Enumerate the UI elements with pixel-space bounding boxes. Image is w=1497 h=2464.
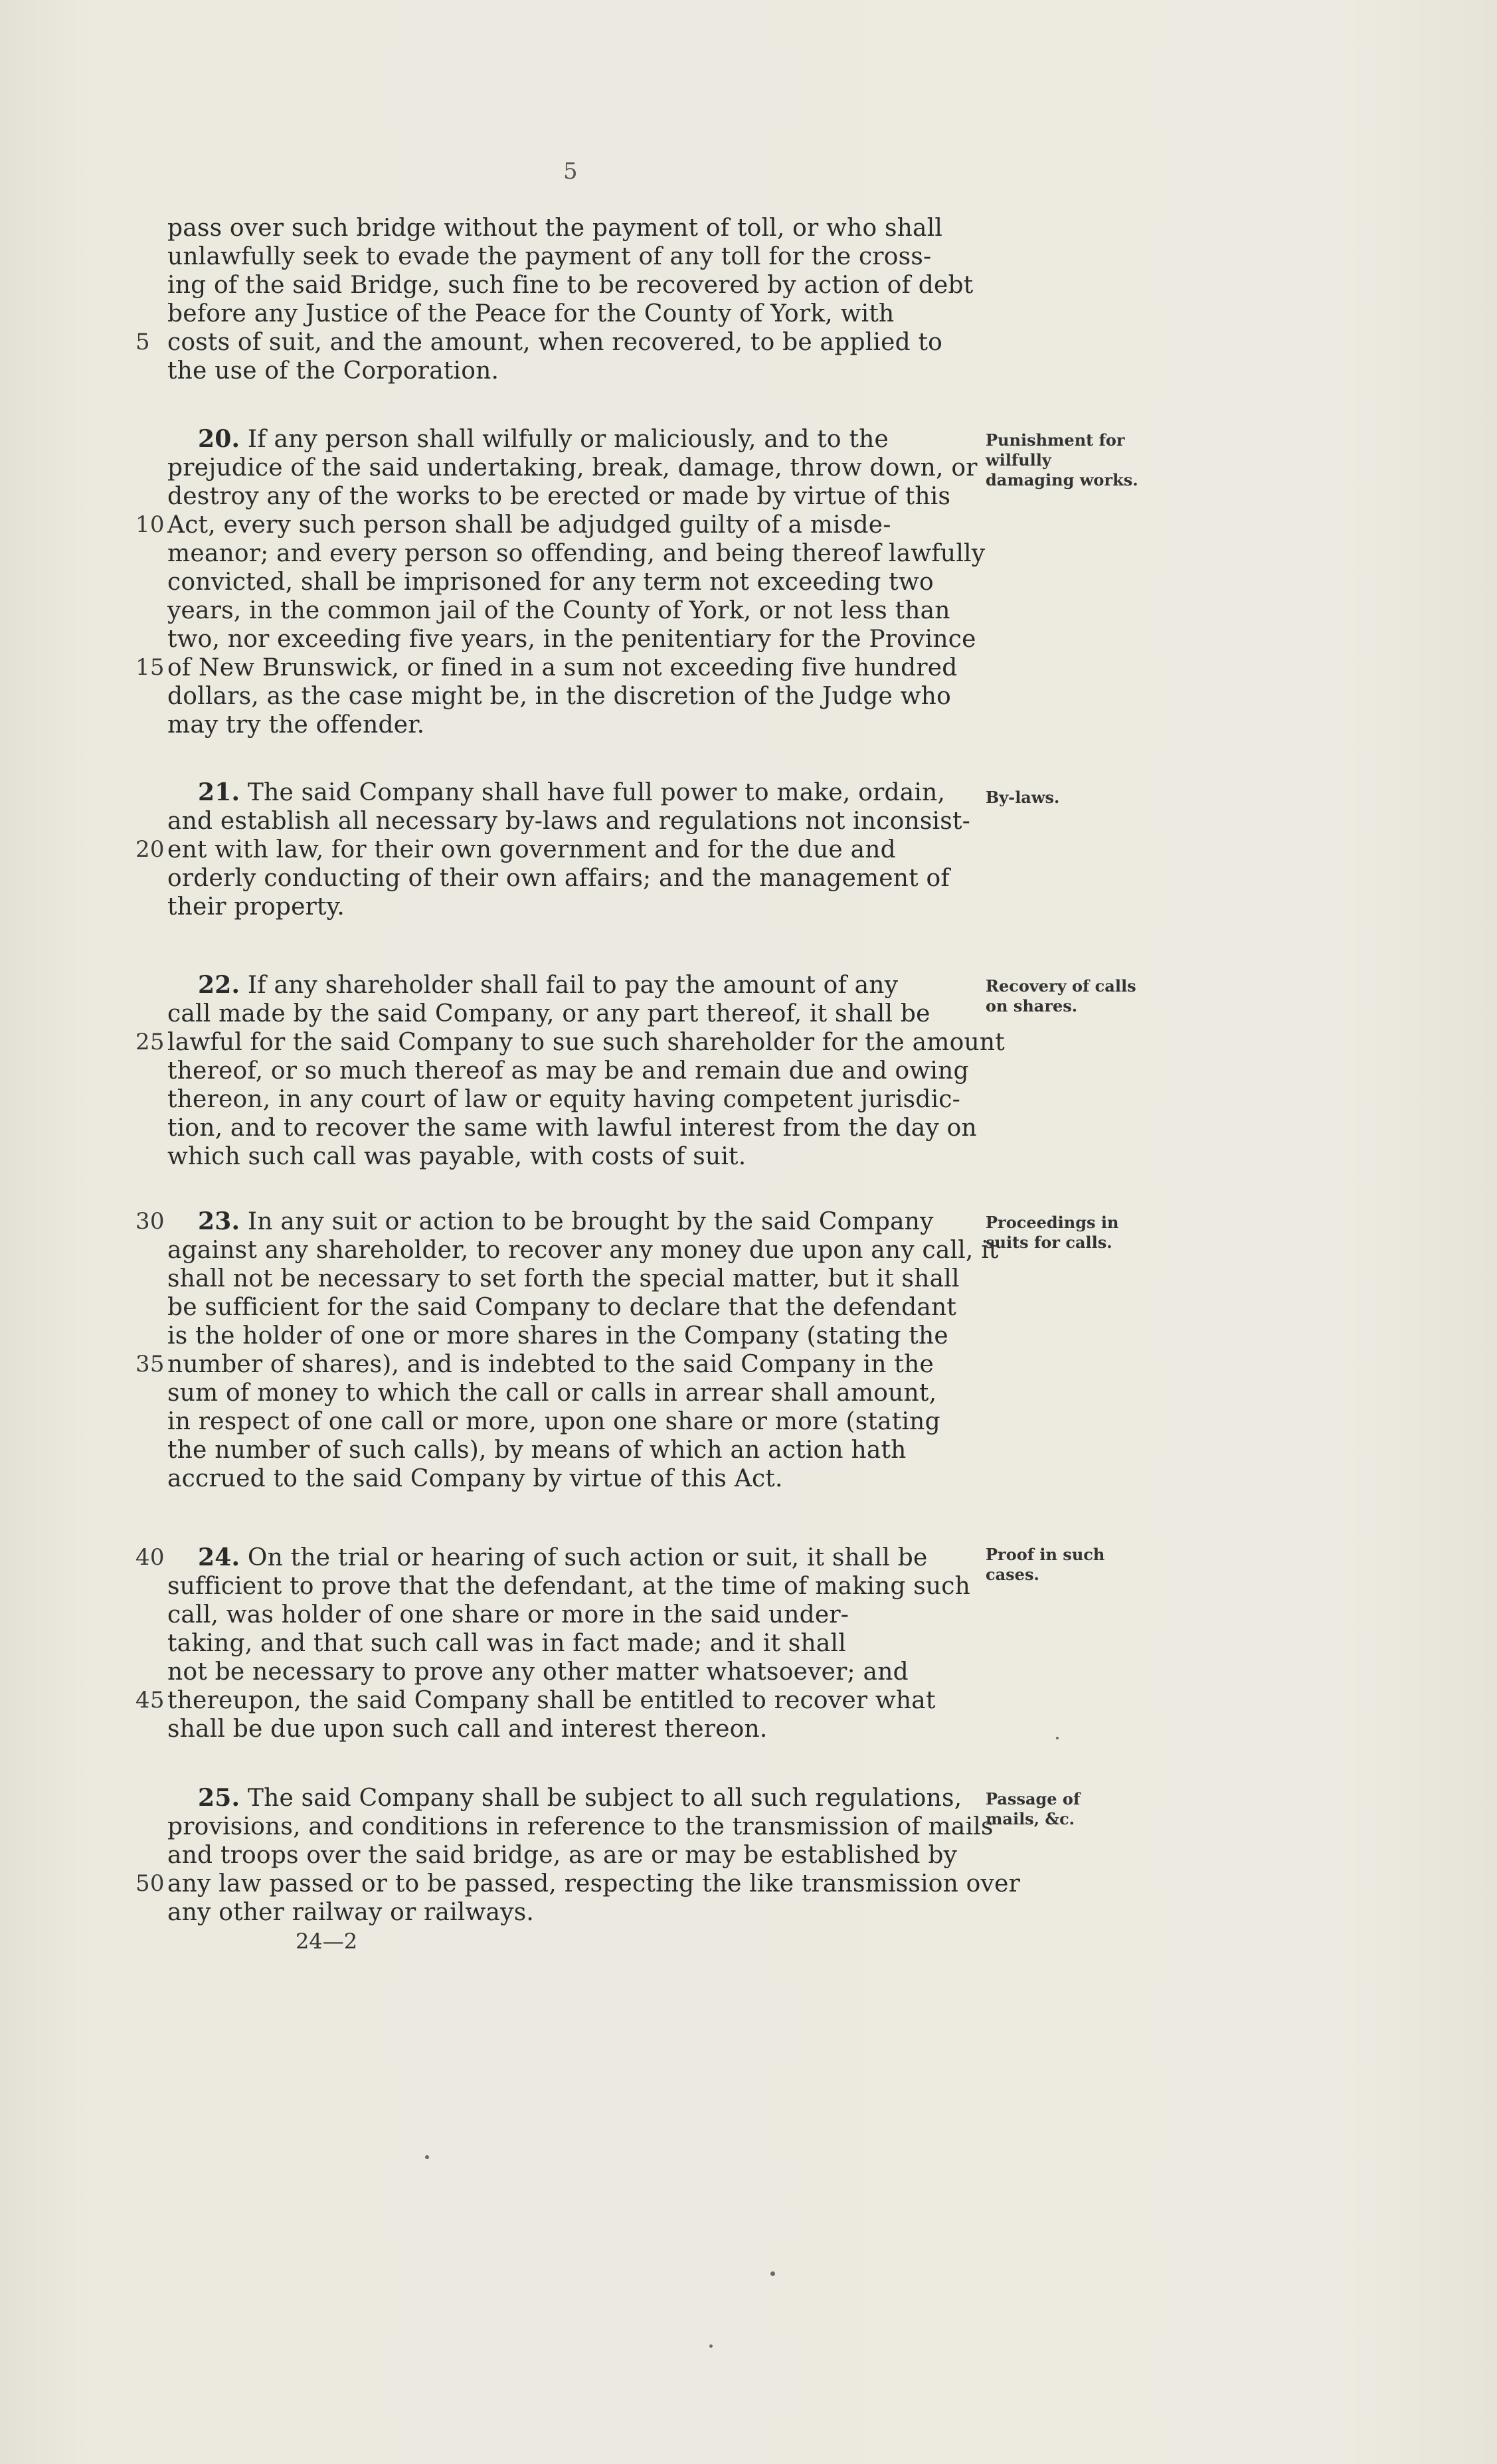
line-text: against any shareholder, to recover any money due upon any call, it [167, 1237, 999, 1264]
text-line [167, 1812, 994, 1841]
text-line [167, 539, 984, 568]
line-text: unlawfully seek to evade the payment of any toll for the cross- [167, 243, 932, 270]
text-line [135, 1870, 1020, 1898]
section-s23 [135, 1207, 999, 1493]
paper-speck [709, 2344, 713, 2348]
text-line [167, 625, 984, 654]
line-text: may try the offender. [167, 711, 425, 739]
text-line [135, 1207, 984, 1236]
text-line [167, 778, 984, 807]
line-text: If any shareholder shall fail to pay the amount of any [247, 972, 899, 999]
text-line [167, 568, 984, 596]
line-text: and establish all necessary by-laws and regulations not inconsist- [167, 808, 970, 835]
text-line [167, 807, 984, 836]
text-line [167, 1057, 984, 1085]
paper-speck [770, 2271, 775, 2276]
line-text: accrued to the said Company by virtue of this Act. [167, 1465, 783, 1492]
line-number: 40 [135, 1544, 165, 1571]
text-line [167, 1572, 984, 1601]
text-line [167, 1085, 984, 1114]
line-text: The said Company shall have full power to make, ordain, [247, 779, 946, 806]
line-text: Act, every such person shall be adjudged guilty of a misde- [167, 511, 891, 539]
line-text: their property. [167, 893, 345, 921]
section-number: 23. [198, 1207, 240, 1235]
line-number: 5 [135, 329, 150, 355]
text-line [167, 1236, 999, 1265]
section-number: 24. [198, 1543, 240, 1571]
line-text: before any Justice of the Peace for the County of York, with [167, 300, 895, 327]
line-text: in respect of one call or more, upon one share or more (stating [167, 1408, 940, 1435]
text-line [135, 836, 984, 864]
text-line [167, 893, 984, 921]
line-number: 35 [135, 1351, 165, 1377]
text-line [167, 711, 984, 739]
section-number: 20. [198, 425, 240, 453]
text-line [135, 654, 984, 682]
section-s22 [135, 971, 1005, 1171]
line-text: call, was holder of one share or more in the said under- [167, 1601, 849, 1628]
line-text: provisions, and conditions in reference to the transmission of mails [167, 1813, 994, 1840]
line-text: any law passed or to be passed, respecting the like transmission over [167, 1870, 1020, 1897]
line-text: two, nor exceeding five years, in the penitentiary for the Province [167, 626, 976, 653]
text-line [135, 1350, 984, 1379]
line-text: If any person shall wilfully or maliciously, and to the [247, 426, 889, 453]
line-number: 20 [135, 836, 165, 863]
line-text: The said Company shall be subject to all such regulations, [247, 1785, 962, 1812]
line-text: ent with law, for their own government and for the due and [167, 836, 896, 863]
line-text: tion, and to recover the same with lawful interest from the day on [167, 1114, 977, 1142]
line-text: sufficient to prove that the defendant, at the time of making such [167, 1573, 971, 1600]
line-text: destroy any of the works to be erected or made by virtue of this [167, 483, 951, 510]
paper-speck [425, 2155, 429, 2159]
text-line [135, 511, 984, 539]
line-text: lawful for the said Company to sue such shareholder for the amount [167, 1029, 1005, 1056]
margin-note: Passage of mails, &c. [986, 1789, 1081, 1828]
line-text: the use of the Corporation. [167, 357, 499, 385]
text-line [167, 1000, 984, 1028]
line-number: 10 [135, 511, 165, 538]
line-text: call made by the said Company, or any part thereof, it shall be [167, 1000, 930, 1027]
text-line [167, 1464, 984, 1493]
text-line [167, 1898, 984, 1927]
line-text: the number of such calls), by means of which an action hath [167, 1437, 907, 1464]
text-line [167, 864, 984, 893]
line-text: dollars, as the case might be, in the discretion of the Judge who [167, 683, 951, 710]
text-line [167, 357, 984, 385]
section-number: 25. [198, 1784, 240, 1812]
line-text: thereon, in any court of law or equity having competent jurisdic- [167, 1086, 961, 1113]
line-text: On the trial or hearing of such action or suit, it shall be [247, 1544, 928, 1571]
margin-note: By-laws. [986, 788, 1060, 807]
line-text: orderly conducting of their own affairs; and the management of [167, 865, 950, 892]
line-number: 45 [135, 1687, 165, 1714]
text-line [135, 1543, 984, 1572]
line-text: taking, and that such call was in fact made; and it shall [167, 1630, 846, 1657]
text-line [167, 1407, 984, 1436]
line-text: not be necessary to prove any other matter whatsoever; and [167, 1658, 909, 1686]
line-text: shall be due upon such call and interest thereon. [167, 1716, 768, 1743]
line-text: pass over such bridge without the payment of toll, or who shall [167, 215, 943, 242]
line-text: In any suit or action to be brought by the said Company [247, 1208, 934, 1235]
text-line [167, 1322, 984, 1350]
line-text: of New Brunswick, or fined in a sum not exceeding five hundred [167, 654, 958, 681]
text-line [135, 1028, 1005, 1057]
page-number: 5 [563, 158, 578, 185]
text-line [167, 1601, 984, 1629]
text-line [167, 1265, 984, 1293]
text-line [167, 971, 984, 1000]
line-text: meanor; and every person so offending, and being thereof lawfully [167, 540, 986, 567]
line-text: costs of suit, and the amount, when recovered, to be applied to [167, 329, 943, 356]
text-line [135, 328, 984, 357]
text-line [167, 1436, 984, 1464]
line-number: 30 [135, 1208, 165, 1235]
margin-note: Punishment for wilfully damaging works. [986, 430, 1138, 489]
text-line [167, 214, 984, 242]
line-text: number of shares), and is indebted to the said Company in the [167, 1351, 934, 1378]
line-text: thereof, or so much thereof as may be and remain due and owing [167, 1057, 969, 1085]
line-text: sum of money to which the call or calls in arrear shall amount, [167, 1379, 937, 1407]
signature-mark: 24—2 [296, 1929, 358, 1954]
section-s25 [135, 1784, 1020, 1927]
line-text: be sufficient for the said Company to declare that the defendant [167, 1294, 957, 1321]
line-text: prejudice of the said undertaking, break, damage, throw down, or [167, 454, 978, 482]
paper-speck [1056, 1737, 1059, 1739]
text-line [167, 1379, 984, 1407]
section-s24 [135, 1543, 984, 1743]
text-line [167, 596, 984, 625]
margin-note: Recovery of calls on shares. [986, 976, 1136, 1015]
section-number: 22. [198, 971, 240, 999]
line-text: thereupon, the said Company shall be entitled to recover what [167, 1687, 936, 1714]
line-text: is the holder of one or more shares in the Company (stating the [167, 1322, 948, 1350]
section-s20 [135, 425, 986, 739]
section-s21 [135, 778, 984, 921]
text-line [167, 454, 984, 482]
text-line [167, 300, 984, 328]
text-line [167, 682, 984, 711]
text-line [167, 1658, 984, 1686]
line-number: 25 [135, 1029, 165, 1055]
text-line [167, 1114, 984, 1142]
line-text: convicted, shall be imprisoned for any term not exceeding two [167, 569, 934, 596]
text-line [167, 1293, 984, 1322]
text-line [167, 1841, 984, 1870]
line-text: shall not be necessary to set forth the special matter, but it shall [167, 1265, 960, 1292]
section-number: 21. [198, 778, 240, 806]
section-continuation [135, 214, 984, 385]
line-text: any other railway or railways. [167, 1899, 535, 1926]
text-line [167, 271, 984, 300]
line-text: ing of the said Bridge, such fine to be recovered by action of debt [167, 272, 974, 299]
line-text: years, in the common jail of the County of York, or not less than [167, 597, 950, 624]
line-text: and troops over the said bridge, as are or may be established by [167, 1842, 958, 1869]
text-line [167, 1629, 984, 1658]
line-text: which such call was payable, with costs of suit. [167, 1143, 747, 1170]
margin-note: Proceedings in suits for calls. [986, 1213, 1119, 1252]
line-number: 15 [135, 654, 165, 681]
text-line [167, 482, 984, 511]
line-number: 50 [135, 1870, 165, 1897]
text-line [167, 1142, 984, 1171]
margin-note: Proof in such cases. [986, 1545, 1105, 1584]
text-line [167, 1715, 984, 1743]
text-line [167, 242, 984, 271]
text-line [167, 1784, 984, 1812]
text-line [167, 425, 984, 454]
text-line [135, 1686, 984, 1715]
